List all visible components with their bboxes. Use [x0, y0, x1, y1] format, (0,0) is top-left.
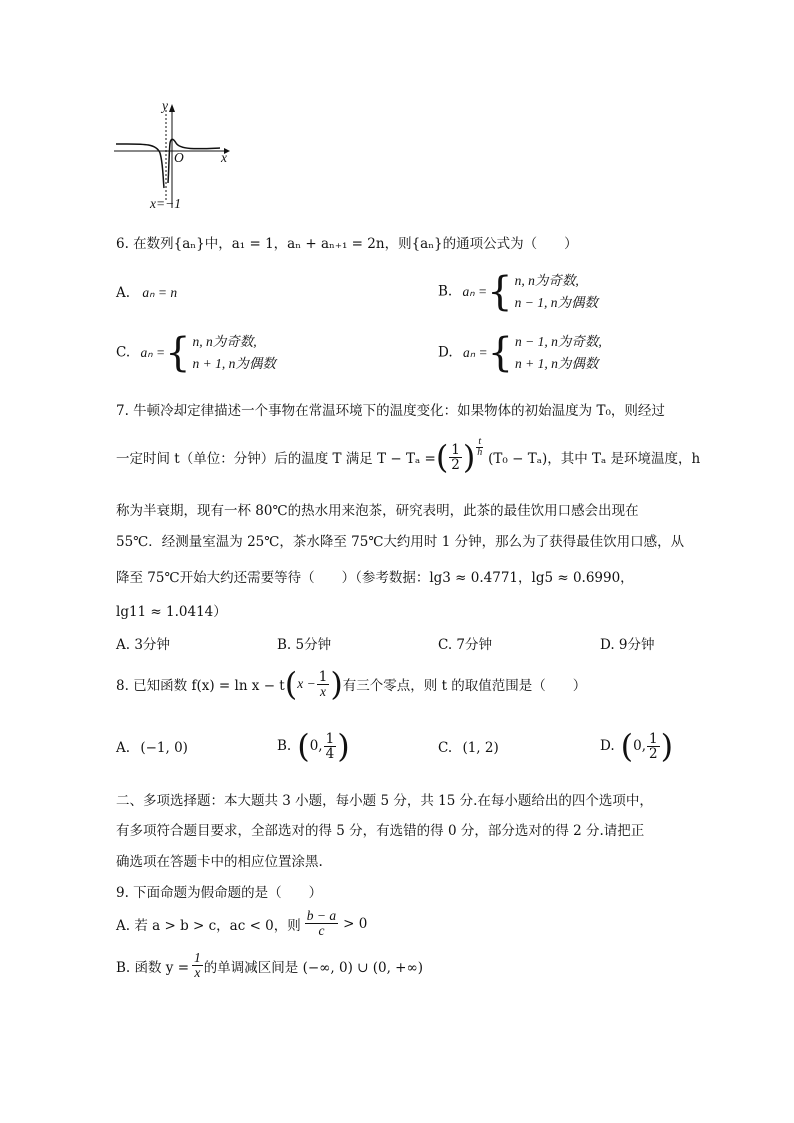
q7-half-den: 2 [451, 456, 460, 473]
q9-option-b [116, 951, 423, 980]
q6-d-case2: n + 1, n为偶数 [515, 356, 599, 371]
section2-line2: 有多项符合题目要求，全部选对的得 5 分，有选错的得 0 分，部分选对的得 2 分.请把正 [116, 823, 645, 839]
q8-frac-den: x [320, 683, 327, 699]
q9-b-pre: B. 函数 y = [116, 959, 190, 976]
q6-b-case2: n − 1, n为偶数 [514, 295, 598, 310]
q6-a-text: aₙ = n [142, 285, 178, 300]
q8-option-b: B. ( 0, $\frac{1}{4}$ ) [277, 727, 350, 765]
q8-b-letter: B. [277, 738, 292, 754]
q7-exp-den: h [477, 447, 483, 458]
q7-line2-b: (T₀ − Tₐ)，其中 Tₐ 是环境温度，h [488, 451, 701, 467]
q6-d-letter: D. [438, 344, 453, 361]
q9-a-num: b − a [306, 908, 337, 923]
graph-asymptote-label: x=−1 [150, 196, 181, 211]
q7-line2: 一定时间 t（单位：分钟）后的温度 T 满足 T − Tₐ = ( $\frac{1}{2}$ ) $\frac{t}{h}$ (T₀ − Tₐ)，其中 Tₐ 是环境温度，h [116, 436, 701, 476]
q6-b-letter: B. [438, 283, 453, 300]
q7-option-c: C. 7分钟 [438, 637, 493, 653]
graph-x-label: x [221, 150, 227, 165]
graph-y-label: y [162, 98, 168, 113]
q6-b-lhs: aₙ = [462, 284, 488, 299]
q6-d-brace: { [487, 330, 514, 376]
q6-option-b [438, 270, 598, 314]
q6-b-case1: n, n为奇数, [514, 273, 579, 288]
q6-option-d [438, 331, 602, 375]
q6-c-case1: n, n为奇数, [192, 334, 257, 349]
q8-option-a [116, 740, 188, 756]
q8-option-d: D. ( 0, $\frac{1}{2}$ ) [600, 727, 674, 765]
q6-c-letter: C. [116, 344, 131, 361]
q8-d-letter: D. [600, 738, 615, 754]
q7-option-d: D. 9分钟 [600, 637, 655, 653]
q7-line6: lg11 ≈ 1.0414） [116, 604, 227, 620]
q9-stem: 9. 下面命题为假命题的是（ ） [116, 885, 323, 901]
q8-c-letter: C. [438, 740, 453, 756]
q7-line2-a: 一定时间 t（单位：分钟）后的温度 T 满足 T − Tₐ = [116, 451, 436, 467]
q8-stem-a: 8. 已知函数 f(x) = ln x − t [116, 678, 285, 694]
q9-option-a [116, 909, 367, 938]
q7-exp-num: t [478, 436, 482, 447]
q9-b-num: 1 [194, 950, 201, 965]
q7-line4: 55℃．经测量室温为 25℃，茶水降至 75℃大约用时 1 分钟，那么为了获得最佳饮用口感，从 [116, 534, 685, 550]
q7-option-a: A. 3分钟 [116, 637, 170, 653]
q8-stem-b: 有三个零点，则 t 的取值范围是（ ） [342, 678, 587, 694]
q9-a-post: > 0 [343, 915, 368, 932]
q6-option-a [116, 285, 177, 301]
q7-line3: 称为半衰期，现有一杯 80℃的热水用来泡茶，研究表明，此茶的最佳饮用口感会出现在 [116, 503, 639, 519]
section2-line1: 二、多项选择题：本大题共 3 小题，每小题 5 分，共 15 分.在每小题给出的四个选项中， [116, 793, 653, 809]
section2-line3: 确选项在答题卡中的相应位置涂黑. [116, 854, 323, 870]
q8-b-num: 1 [325, 730, 335, 747]
graph-origin-label: O [174, 150, 184, 165]
q7-half-num: 1 [451, 441, 460, 458]
q7-line1: 7. 牛顿冷却定律描述一个事物在常温环境下的温度变化：如果物体的初始温度为 T₀，则经过 [116, 403, 665, 419]
q9-b-den: x [194, 965, 201, 980]
q7-exponent [476, 437, 483, 458]
q8-b-den: 4 [325, 745, 335, 762]
q8-option-c [438, 740, 499, 756]
q6-b-brace: { [487, 269, 513, 315]
q6-option-c [116, 331, 276, 375]
q7-half-fraction [449, 443, 462, 472]
q8-stem: 8. 已知函数 f(x) = ln x − t ( x − $\frac{1}{x}$ ) 有三个零点，则 t 的取值范围是（ ） [116, 665, 587, 703]
q9-b-post: 的单调减区间是 (−∞, 0) ∪ (0, +∞) [203, 959, 423, 976]
q8-d-pre: 0, [633, 738, 647, 754]
q8-frac-num: 1 [318, 668, 328, 685]
q6-c-case2: n + 1, n为偶数 [192, 356, 276, 371]
q8-d-num: 1 [649, 730, 658, 747]
q6-stem: 6. 在数列{aₙ}中，a₁ = 1，aₙ + aₙ₊₁ = 2n，则{aₙ}的通项公式为（ ） [116, 236, 578, 252]
q8-c-text: (1, 2) [462, 740, 499, 756]
q6-c-brace: { [165, 330, 191, 376]
q6-c-lhs: aₙ = [140, 345, 166, 360]
q6-a-letter: A. [116, 285, 131, 301]
q6-d-case1: n − 1, n为奇数, [515, 334, 602, 349]
q8-b-pre: 0, [309, 738, 323, 754]
q7-option-b: B. 5分钟 [277, 637, 332, 653]
q6-d-lhs: aₙ = [462, 345, 488, 360]
q8-stem-x: x − [297, 676, 316, 691]
q8-a-letter: A. [116, 740, 131, 756]
q8-a-text: (−1, 0) [140, 740, 188, 756]
q9-a-den: c [318, 923, 325, 938]
q9-a-pre: A. 若 a > b > c，ac < 0，则 [116, 917, 301, 934]
q7-line5: 降至 75℃开始大约还需要等待（ ）（参考数据：lg3 ≈ 0.4771，lg5 ≈ 0.6990， [116, 570, 634, 586]
q8-d-den: 2 [649, 745, 658, 762]
q8-fraction [317, 670, 330, 699]
